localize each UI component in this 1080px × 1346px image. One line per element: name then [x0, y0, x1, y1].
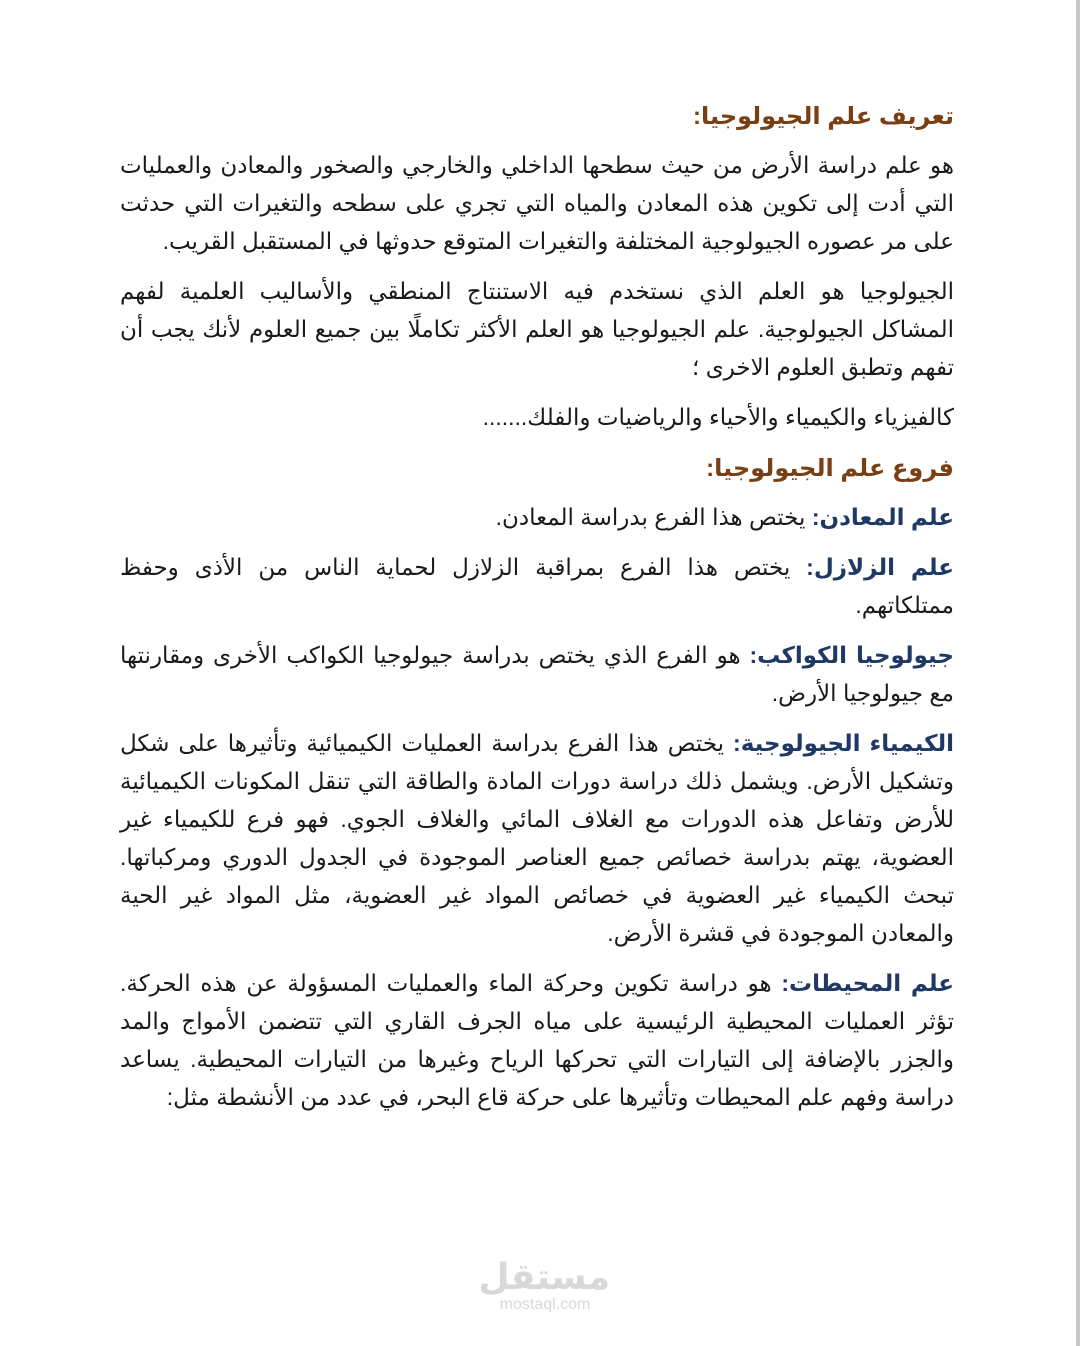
branch-term: الكيمياء الجيولوجية:	[733, 730, 954, 756]
branch-description: هو الفرع الذي يختص بدراسة جيولوجيا الكواكب الأخرى ومقارنتها مع جيولوجيا الأرض.	[120, 642, 954, 706]
branch-term: علم المعادن:	[811, 504, 954, 530]
page-edge	[1076, 0, 1080, 1346]
branch-mineralogy	[120, 498, 954, 536]
document-body	[120, 98, 954, 1128]
branch-oceanography	[120, 964, 954, 1116]
branch-term: جيولوجيا الكواكب:	[749, 642, 955, 668]
branch-description: هو دراسة تكوين وحركة الماء والعمليات المسؤولة عن هذه الحركة. تؤثر العمليات المحيطية الرئيسية على مياه الجرف القاري التي تتضمن الأمواج والمد والجزر بالإضافة إلى التيارات التي تحركها الرياح وغيرها من التيارات المحيطية. يساعد دراسة وفهم علم المحيطات وتأثيرها على حركة قاع البحر، في عدد من الأنشطة مثل:	[120, 970, 955, 1110]
mostaql-watermark	[480, 1258, 610, 1314]
branch-description: يختص هذا الفرع بدراسة المعادن.	[495, 504, 812, 530]
definition-heading: تعريف علم الجيولوجيا:	[693, 103, 954, 130]
geology-method-paragraph: الجيولوجيا هو العلم الذي نستخدم فيه الاستنتاج المنطقي والأساليب العلمية لفهم المشاكل الجيولوجية. علم الجيولوجيا هو العلم الأكثر تكاملًا بين جميع العلوم لأنك يجب أن تفهم وتطبق العلوم الاخرى ؛	[120, 278, 954, 380]
branch-geochemistry	[120, 724, 954, 952]
watermark-url: mostaql.com	[499, 1296, 591, 1313]
branch-term: علم المحيطات:	[781, 970, 954, 996]
branches-heading: فروع علم الجيولوجيا:	[706, 455, 954, 482]
branch-term: علم الزلازل:	[806, 554, 955, 580]
branch-planetary-geology	[120, 636, 954, 712]
branch-seismology	[120, 548, 954, 624]
branch-description: يختص هذا الفرع بدراسة العمليات الكيميائية وتأثيرها على شكل وتشكيل الأرض. ويشمل ذلك دراسة دورات المادة والطاقة التي تنقل المكونات الكيميائية للأرض وتفاعل هذه الدورات مع الغلاف المائي والغلاف الجوي. فهو فرع للكيمياء غير العضوية، يهتم بدراسة خصائص جميع العناصر الموجودة في الجدول الدوري ومركباتها. تبحث الكيمياء غير العضوية في خصائص المواد غير العضوية، مثل المواد غير الحية والمعادن الموجودة في قشرة الأرض.	[120, 730, 954, 946]
definition-paragraph: هو علم دراسة الأرض من حيث سطحها الداخلي والخارجي والصخور والمعادن والعمليات التي أدت إلى تكوين هذه المعادن والمياه التي تجري على سطحه والتغيرات التي حدثت على مر عصوره الجيولوجية المختلفة والتغيرات المتوقع حدوثها في المستقبل القريب.	[120, 152, 954, 254]
watermark-arabic-logo: مستقل	[478, 1256, 610, 1297]
branch-description: يختص هذا الفرع بمراقبة الزلازل لحماية الناس من الأذى وحفظ ممتلكاتهم.	[120, 554, 954, 618]
sciences-list-paragraph: كالفيزياء والكيمياء والأحياء والرياضيات والفلك.......	[482, 404, 954, 430]
